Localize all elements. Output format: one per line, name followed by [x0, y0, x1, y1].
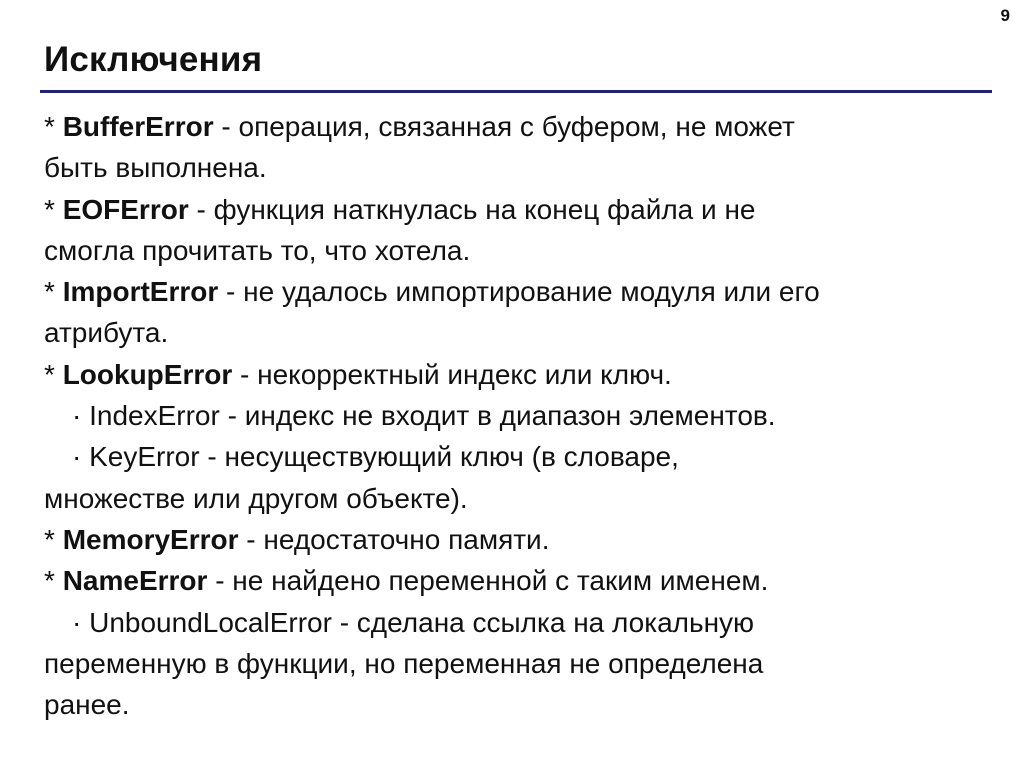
term-buffererror: BufferError	[62, 111, 214, 142]
body-line-9: · KeyError - несуществующий ключ (в словаре,	[72, 441, 679, 473]
body-line-4: смогла прочитать то, что хотела.	[44, 234, 471, 266]
body-line-3: * EOFError - функция наткнулась на конец файла и не	[44, 193, 756, 225]
body-line-12: * NameError - не найдено переменной с таким именем.	[44, 565, 769, 597]
term-nameerror: NameError	[62, 565, 208, 597]
body-line-1: * BufferError - операция, связанная с буфером, не может	[44, 111, 795, 142]
body-line-14: переменную в функции, но переменная не определена	[44, 647, 764, 679]
title-underline	[40, 90, 992, 93]
body-line-10: множестве или другом объекте).	[44, 482, 468, 514]
body-line-11: * MemoryError - недостаточно памяти.	[44, 523, 550, 555]
body-line-8: · IndexError - индекс не входит в диапазон элементов.	[72, 400, 776, 432]
term-lookuperror: LookupError	[62, 358, 233, 390]
body-line-15: ранее.	[44, 689, 130, 721]
body-line-5: * ImportError - не удалось импортирование модуля или его	[44, 276, 820, 308]
body-line-2: быть выполнена.	[44, 152, 267, 184]
body-line-13: · UnboundLocalError - сделана ссылка на локальную	[72, 606, 755, 638]
slide-body	[44, 106, 1004, 725]
body-line-6: атрибута.	[44, 317, 169, 349]
term-eoferror: EOFError	[62, 193, 189, 225]
term-importerror: ImportError	[62, 276, 219, 308]
term-memoryerror: MemoryError	[62, 523, 239, 555]
slide-number: 9	[1000, 6, 1010, 25]
body-line-7: * LookupError - некорректный индекс или ключ.	[44, 358, 672, 390]
slide-title: Исключения	[44, 40, 263, 79]
